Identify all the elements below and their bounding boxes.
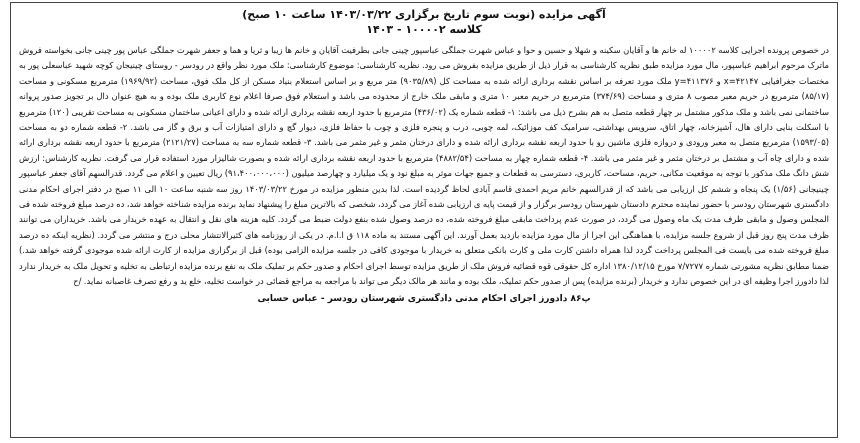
class-number: کلاسه ۱۰۰۰۰۲ - ۱۴۰۳ [366,23,482,36]
notice-body: در خصوص پرونده اجرایی کلاسه ۱۰۰۰۰۲ له خانم ها و آقایان سکینه و شهلا و حسین و حوا و عباس شهرت جملگی عباسپور چینی جانی بطرفیت آقایان و خانم ها زیبا و ثریا و هما و جعفر شهرت جملگی عباس پور چینی جانی بخواسته فروش ماترک مرحوم ابراهیم عباسپور، مال مورد مزایده طبق نظریه کارشناسی به قرار ذیل از طریق مزایده بفروش می رود. نظریه کارشناسی: موضوع کارشناسی: ملک مورد نظر واقع در رودسر - روستای چینیجان کوچه شهید عباسعلی پور به مختصات جغرافیایی x=۴۲۱۴۷ و y=۴۱۱۳۷۶ ملک مورد تعرفه بر اساس نقشه برداری ارائه شده به مساحت کل (۹۰۳۵/۸۹) متر مربع و بر اساس استعلام بنیاد مسکن از کل ملک فوق، مساحت (۱۹۶۹/۹۲) مترمربع مسکونی و مساحت (۸۵/۱۷) مترمربع در حریم معبر مصوب ۸ متری و مساحت (۳۷۴/۶۹) مترمربع در حریم معبر ۱۰ متری و مابقی ملک خارج از محدوده می باشد و استعلام فوق صرفا اعلام نوع کاربری ملک بوده و به هیچ عنوان دال بر تجویز صدور پروانه ساختمانی نمی باشد و ملک مذکور مشتمل بر چهار قطعه متصل به هم بشرح ذیل می باشد: ۱- قطعه شماره یک (۴۳۶/۰۲) مترمربع با حدود اربعه نقشه برداری ارائه شده و دارای اعیانی ساختمان مسکونی به مساحت تقریبی (۱۲۰) مترمربع با اسکلت بنایی دارای هال، آشپزخانه، چهار اتاق، سرویس بهداشتی، سرامیک کف موزائیک، لمه چوبی، درب و پنجره فلزی و چوب با حفاظ فلزی، دیوار گچ و دارای امتیازات آب و برق و گاز می باشد. ۲- قطعه شماره دو به مساحت (۱۵۹۳/۰۵) مترمربع متصل به معبر ورودی و دروازه فلزی ماشین رو با حدود اربعه نقشه برداری ارائه شده و دارای درختان مثمر و غیر مثمر می باشد. ۳- قطعه شماره سه به مساحت (۲۱۲۱/۲۷) مترمربع با حدود اربعه نقشه برداری ارائه شده و دارای چاه آب و مشتمل بر درختان مثمر و غیر مثمر می باشد. ۴- قطعه شماره چهار به مساحت (۴۸۸۲/۵۴) مترمربع با حدود اربعه نقشه برداری ارائه شده و بصورت شالیزار مورد استفاده قرار می گرفت. نظریه کارشناس: ارزش شش دانگ ملک مذکور با توجه به موقعیت مکانی، حریم، مساحت، کاربری، دسترسی به قطعات و جمیع جهات موثر به مبلغ نود و یک میلیارد و چهارصد میلیون (۹۱،۴۰۰،۰۰۰،۰۰۰) ریال تعیین و اعلام می گردد. قدرالسهم آقای جعفر عباسپور چینیجانی (۱/۵۶) یک پنجاه و ششم کل ارزیابی می باشد که از قدرالسهم خانم مریم احمدی قاسم آبادی لحاظ گردیده است. لذا بدین منظور مزایده در مورخ ۱۴۰۳/۰۳/۲۲ روز سه شنبه ساعت ۱۰ الی ۱۱ صبح در دفتر اجرای احکام مدنی دادگستری شهرستان رودسر با حضور نماینده محترم دادستان شهرستان رودسر برگزار و از قیمت پایه ی ارزیابی شده آغاز می گردد، شخصی که بالاترین مبلغ را پیشنهاد نماید برنده مزایده شناخته خواهد شد، ده درصد مبلغ فروخته شده فی المجلس وصول و مابقی ظرف مدت یک ماه وصول می گردد، در صورت عدم پرداخت مابقی مبلغ فروخته شده، ده درصد وصول شده بنفع دولت ضبط می گردد. کلیه هزینه های نقل و انتقال به عهده خریدار می باشد. خریداران می توانند ظرف مدت پنج روز قبل از شروع جلسه مزایده، با هماهنگی این اجرا از مال مورد مزایده بازدید بعمل آورند. این آگهی مستند به ماده ۱۱۸ ق ا.ا.م. در یکی از روزنامه های کثیرالانتشار محلی درج و منتشر می گردد. (نظریه اینکه ده درصد مبلغ فروخته شده می بایست فی المجلس پرداخت گردد لذا همراه داشتن کارت ملی و کارت بانکی متعلق به خریدار با موجودی کافی در جلسه مزایده الزامی بوده) قبل از برگزاری مزایده از کارت ارائه شده موجودی گرفته خواهد شد.) ضمنا مطابق نظریه مشورتی شماره ۷/۷۲۷۷ مورخ ۱۳۸۰/۱۲/۱۵ اداره کل حقوقی قوه قضائیه فروش ملک از طریق مزایده توسط اجرای احکام و صدور حکم بر تملیک ملک به نفع برنده مزایده ارتباطی به تخلیه و تحویل ملک به خریدار ندارد لذا دادورز اجرا وظیفه ای در این خصوص ندارد و خریدار (برنده مزایده) پس از صدور حکم تملیک، ملک بوده و مانند هر مالک دیگر می تواند با مراجعه به مراجع قضائی در خواست تخلیه، خلع ید و رفع تصرف غاصبانه نماید. /ح [19,45,830,287]
auction-notice [10,2,838,438]
signature: پ۸۶ دادورز اجرای احکام مدنی دادگستری شهرستان رودسر - عباس حسابی [257,293,591,304]
notice-title: آگهی مزایده (نوبت سوم تاریخ برگزاری ۱۴۰۳/۰۳/۲۲ ساعت ۱۰ صبح) [242,8,606,21]
